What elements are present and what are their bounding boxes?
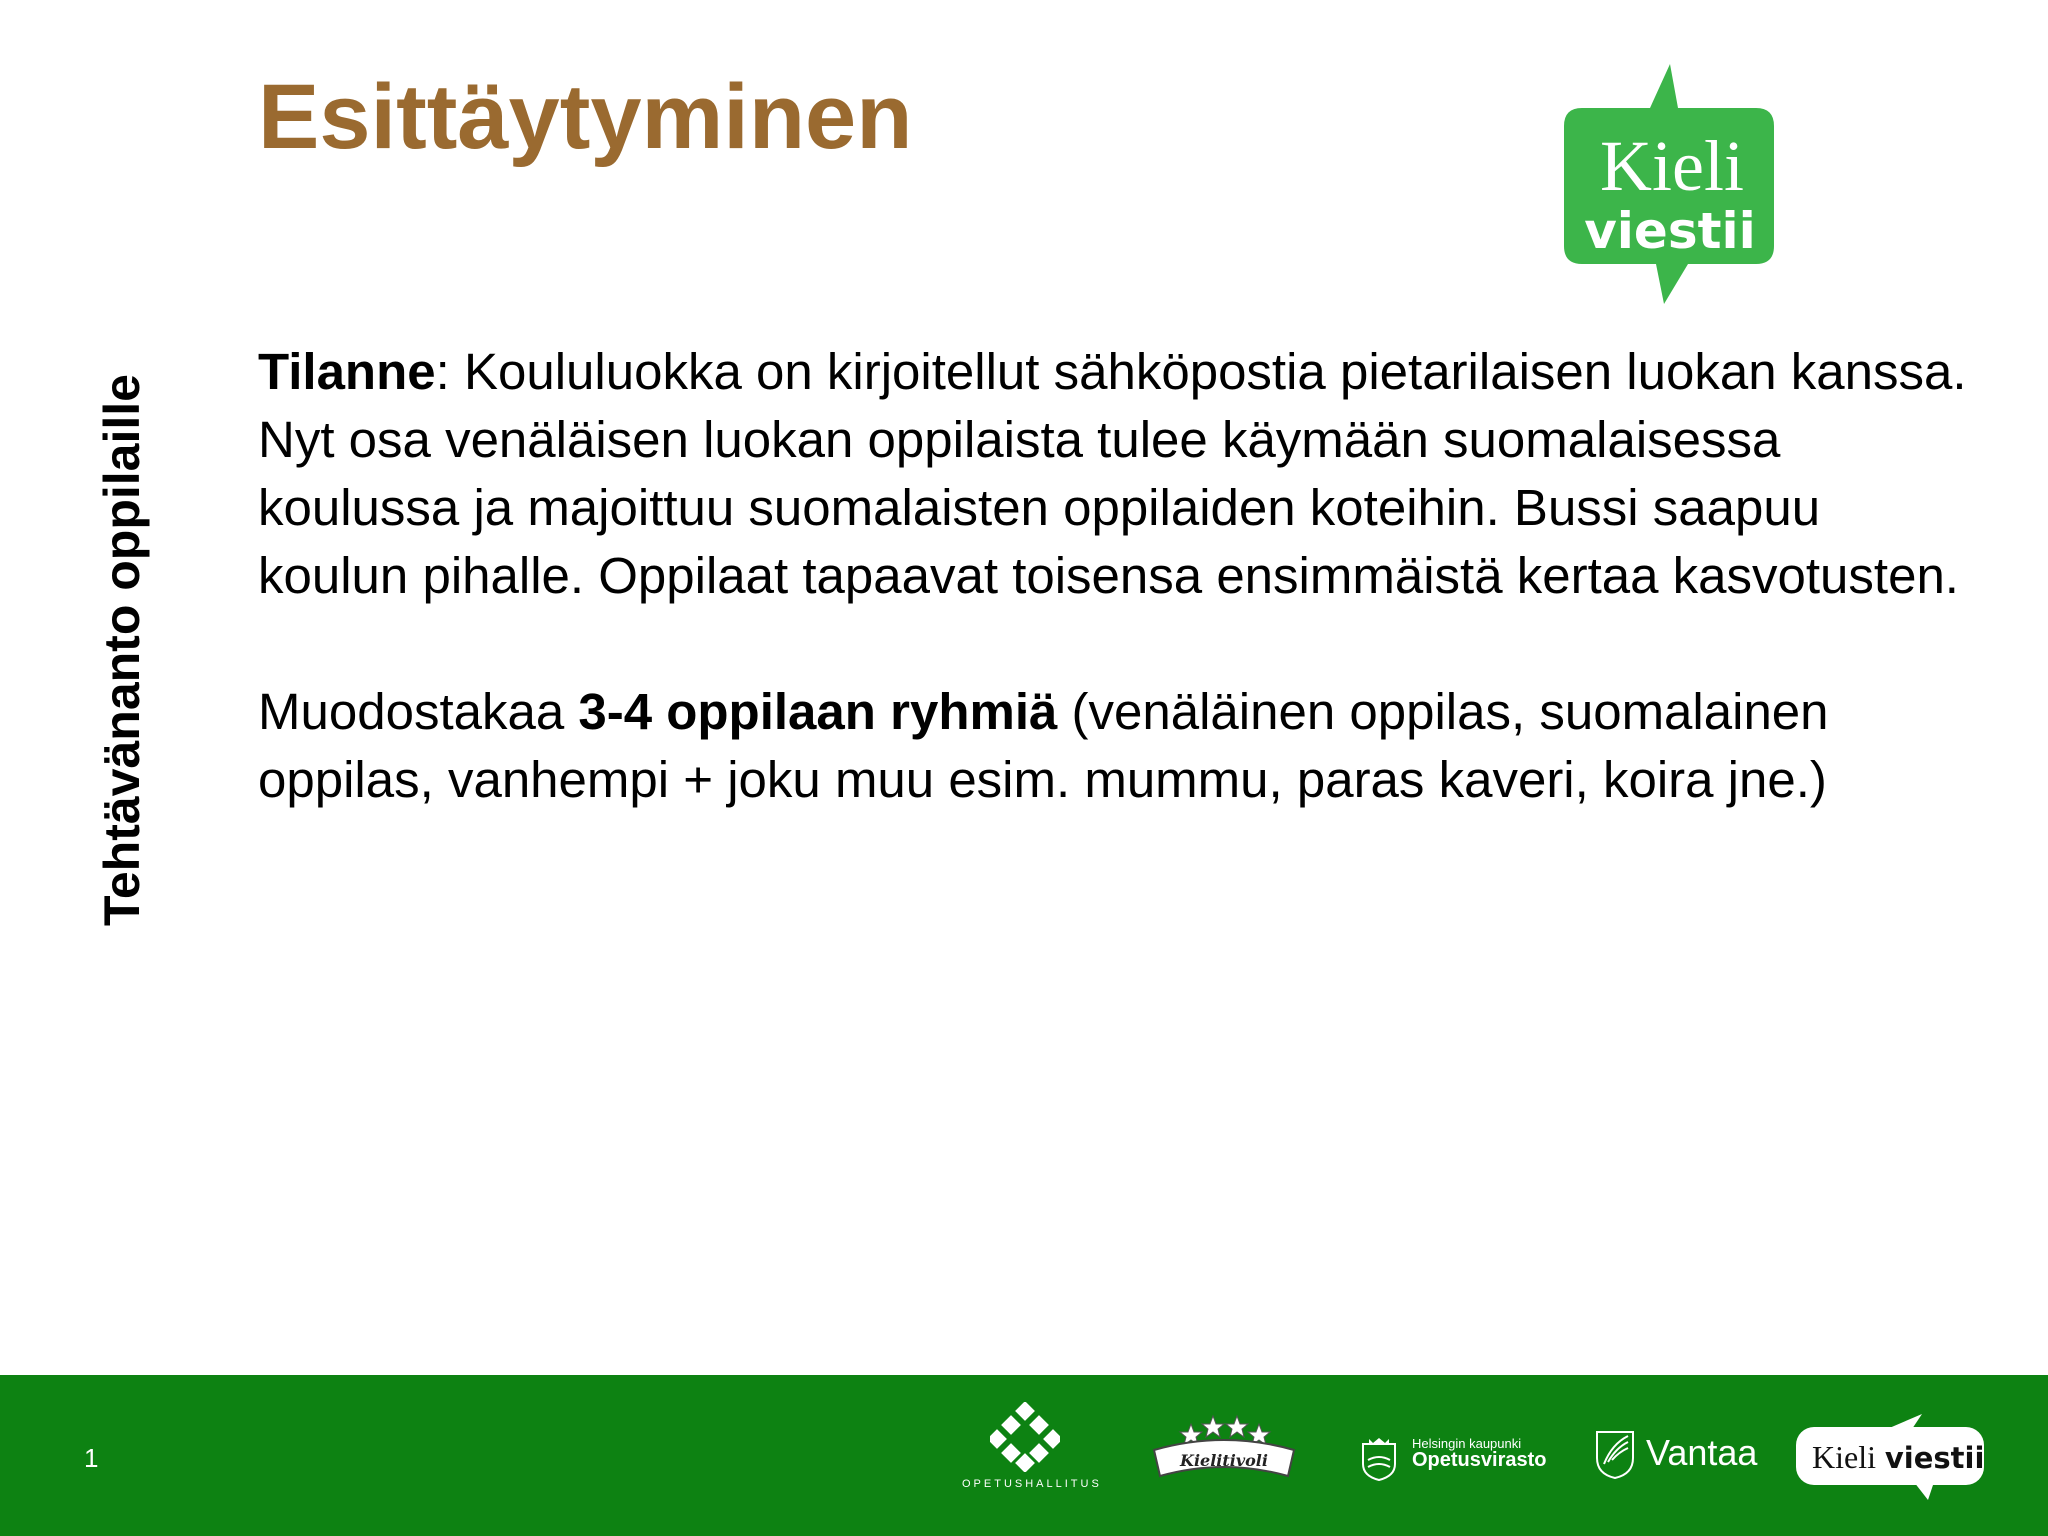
footer-viestii-text: viestii [1884,1441,1985,1475]
kielitivoli-logo [1148,1410,1300,1486]
helsinki-crest-icon [1360,1436,1398,1482]
instruction-after: (venäläinen oppilas, suomalainen oppilas, vanhempi + joku muu esim. mummu, paras kaveri, koira jne.) [258,683,1829,808]
logo-kieli-text: Kieli [1600,126,1744,206]
footer-kieli-text: Kieli [1812,1439,1876,1475]
page-number: 1 [84,1443,99,1473]
situation-paragraph [258,338,1978,610]
side-label: Tehtävänanto oppilaille [94,374,150,926]
vantaa-text: Vantaa [1646,1432,1758,1473]
instruction-bold: 3-4 oppilaan ryhmiä [578,683,1058,740]
kielitivoli-text: Kielitivoli [1180,1451,1268,1470]
body-text [258,338,1978,814]
instruction-before: Muodostakaa [258,683,579,740]
vantaa-crest-icon [1594,1428,1636,1480]
instruction-paragraph [258,678,1978,814]
kieli-viestii-logo [1560,60,1780,310]
situation-text: : Koululuokka on kirjoitellut sähköpostia pietarilaisen luokan kanssa. Nyt osa venäläisen luokan oppilaista tulee käymään suomalaisessa koulussa ja majoittuu suomalaisten oppilaiden koteihin. Bussi saapuu koulun pihalle. Oppilaat tapaavat toisensa ensimmäistä kertaa kasvotusten. [258,343,1967,604]
logo-viestii-text: viestii [1584,202,1756,260]
opetusvirasto-text: Opetusvirasto [1412,1449,1547,1471]
opetushallitus-logo [990,1402,1060,1472]
slide-title: Esittäytyminen [258,66,913,168]
opetushallitus-text: OPETUSHALLITUS [962,1478,1102,1490]
kieli-viestii-footer-text [1812,1439,1984,1476]
situation-label: Tilanne [258,343,436,400]
helsinki-city-text: Helsingin kaupunki [1412,1436,1522,1451]
